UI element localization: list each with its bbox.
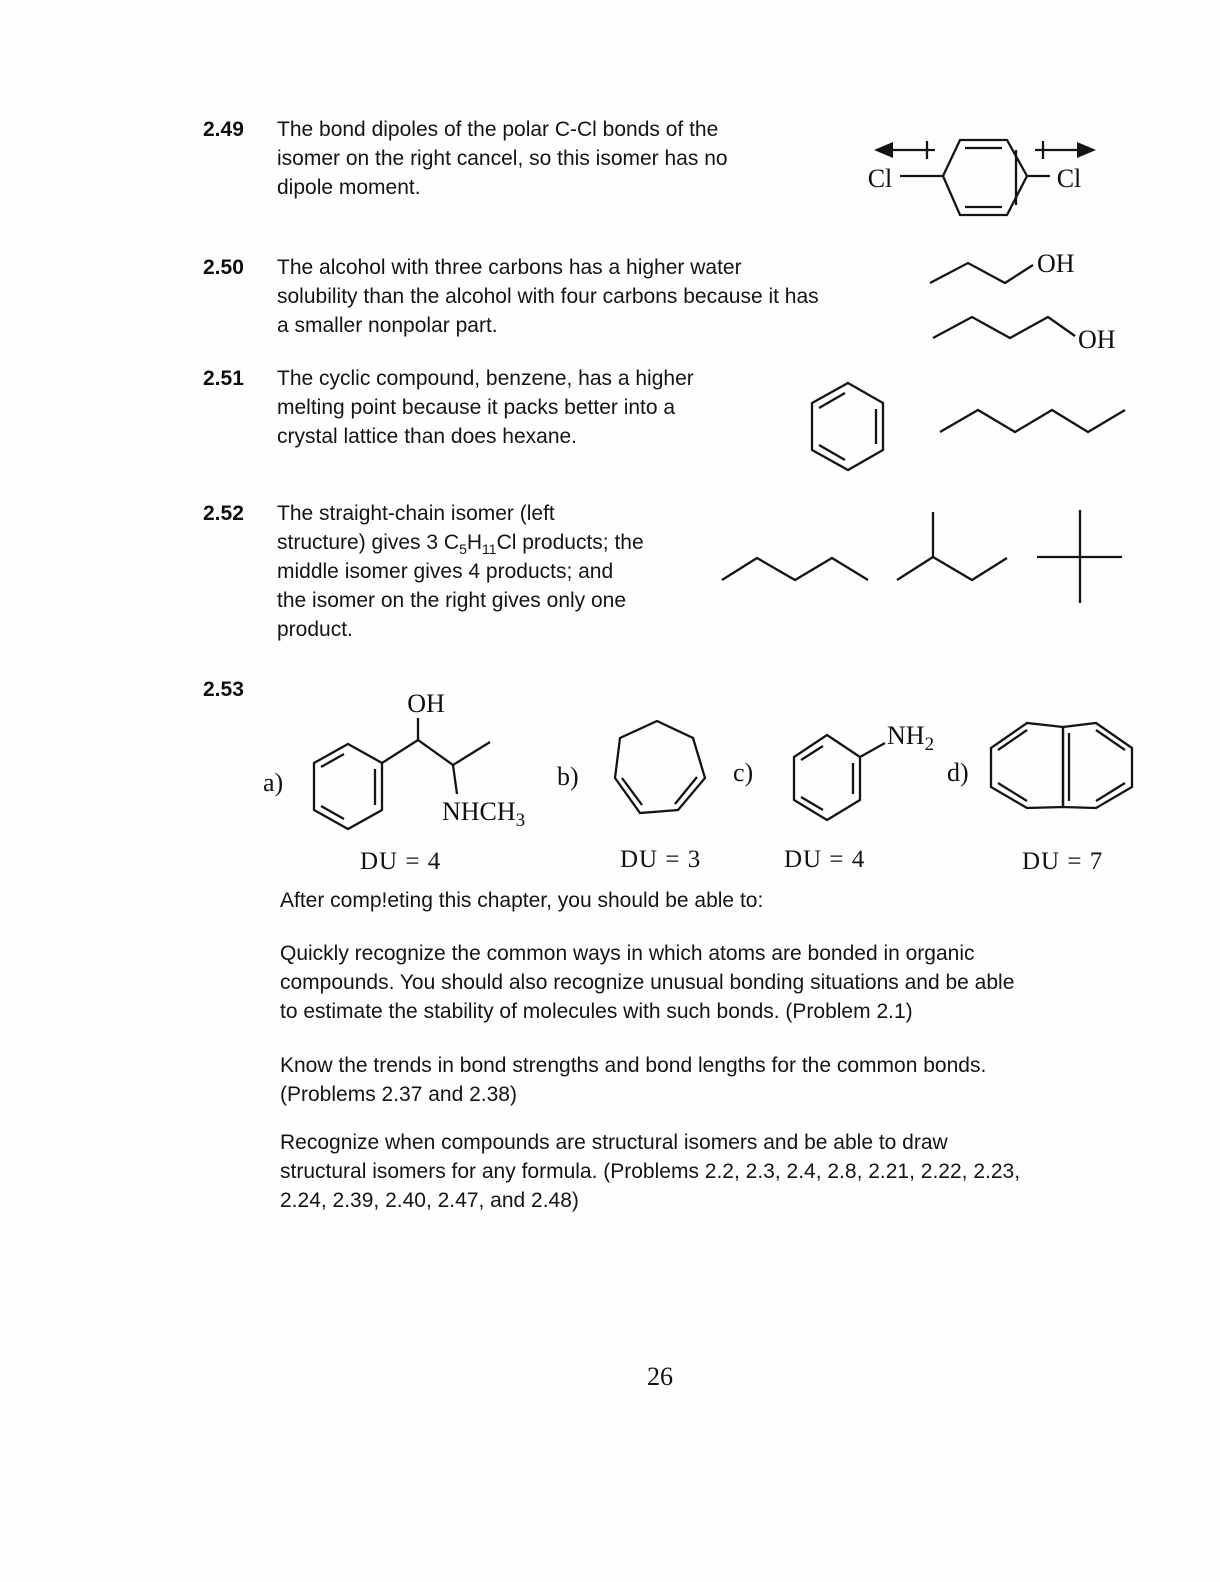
problem-number-2.52: 2.52 [203,502,244,525]
nh2-main: NH [887,721,925,750]
oh-label: OH [1037,249,1075,278]
problem-text-2.52 [277,499,644,644]
text-line: a smaller nonpolar part. [277,314,498,337]
text-line: The alcohol with three carbons has a higher water [277,256,742,279]
benzene-structure [800,375,900,480]
text-line-formula [277,528,644,557]
problem-number-2.53: 2.53 [203,678,244,701]
text-line: the isomer on the right gives only one [277,589,627,612]
hexane-structure [930,398,1130,443]
dipole-arrowhead-right [1077,142,1096,158]
text-line: Recognize when compounds are structural isomers and be able to draw [280,1131,948,1154]
item-label-c: c) [733,758,754,787]
text-line: The straight-chain isomer (left [277,502,555,525]
du-value-c: DU = 4 [784,846,866,873]
naphthalene-structure [985,710,1145,815]
nhch3-subscript: 3 [515,810,526,831]
text-line: (Problems 2.37 and 2.38) [280,1083,517,1106]
nh2-label [887,721,934,755]
formula-part: H [466,531,483,554]
item-label-d: d) [947,758,969,787]
neopentane-structure [1015,500,1130,615]
text-line: crystal lattice than does hexane. [277,425,578,448]
du-value-a: DU = 4 [360,848,442,875]
objectives-intro: After comp!eting this chapter, you should be able to: [280,889,764,912]
nhch3-label [442,797,525,831]
item-label-b: b) [557,762,579,791]
objectives-paragraph-3 [280,1128,1020,1215]
text-line: Quickly recognize the common ways in which atoms are bonded in organic [280,942,975,965]
problem-text-2.49 [277,115,728,202]
p-dichlorobenzene-structure [850,108,1100,243]
text-line: to estimate the stability of molecules with such bonds. (Problem 2.1) [280,1000,913,1023]
cl-label-left: Cl [867,164,893,193]
formula-part: Cl products; the [496,531,644,554]
dipole-arrowhead-left [874,142,893,158]
text-line: structural isomers for any formula. (Problems 2.2, 2.3, 2.4, 2.8, 2.21, 2.22, 2.23, [280,1160,1021,1183]
text-line: The cyclic compound, benzene, has a higher [277,367,694,390]
text-line: The bond dipoles of the polar C-Cl bonds of the [277,118,719,141]
du-value-b: DU = 3 [620,846,702,873]
cycloheptadiene-structure [600,695,715,825]
text-line: product. [277,618,353,641]
propanol-structure [918,243,1088,298]
text-line: Know the trends in bond strengths and bond lengths for the common bonds. [280,1054,987,1077]
objectives-paragraph-2 [280,1051,986,1109]
formula-subscript: 11 [482,541,497,558]
problem-text-2.51 [277,364,694,451]
page-number: 26 [647,1362,673,1391]
formula-subscript: 5 [459,541,467,558]
text-line: middle isomer gives 4 products; and [277,560,614,583]
pentane-structure [710,545,880,595]
text-line: melting point because it packs better into a [277,396,676,419]
cl-label-right: Cl [1056,164,1082,193]
objectives-paragraph-1 [280,939,1014,1026]
aniline-structure [775,710,940,830]
item-label-a: a) [263,768,284,797]
text-line: compounds. You should also recognize unusual bonding situations and be able [280,971,1015,994]
ephedrine-structure [295,670,540,838]
text-line: solubility than the alcohol with four carbons because it has [277,285,819,308]
methylbutane-structure [885,500,1020,595]
butanol-structure [918,300,1128,360]
formula-part: structure) gives 3 C [277,531,460,554]
text-line: 2.24, 2.39, 2.40, 2.47, and 2.48) [280,1189,579,1212]
problem-number-2.50: 2.50 [203,256,244,279]
oh-label: OH [407,689,445,718]
du-value-d: DU = 7 [1022,848,1104,875]
problem-number-2.51: 2.51 [203,367,244,390]
oh-label: OH [1078,325,1116,354]
problem-text-2.50 [277,253,819,340]
nhch3-main: NHCH [442,797,516,826]
problem-number-2.49: 2.49 [203,118,244,141]
text-line: dipole moment. [277,176,421,199]
text-line: isomer on the right cancel, so this isomer has no [277,147,728,170]
nh2-subscript: 2 [924,734,935,755]
